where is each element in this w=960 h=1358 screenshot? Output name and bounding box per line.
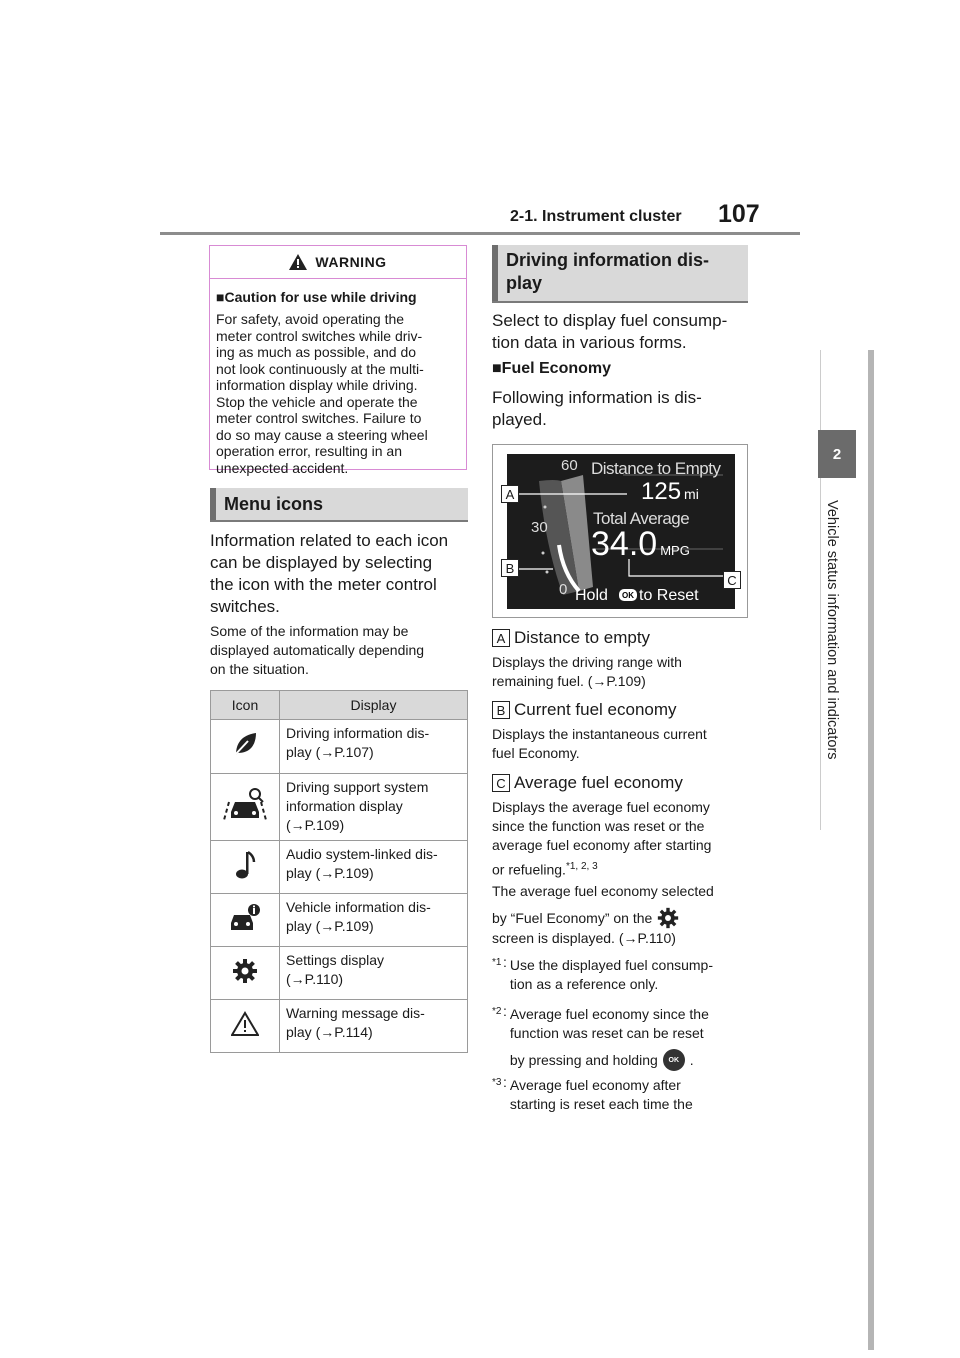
footnote-line: starting is reset each time the	[509, 1096, 693, 1112]
table-header-display: Display	[280, 691, 468, 720]
distance-label: Distance to Empty	[591, 459, 721, 478]
average-value	[591, 525, 690, 564]
table-cell-line: Audio system-linked dis-	[286, 846, 438, 862]
hold-text: Hold	[575, 587, 608, 604]
table-cell-line: Warning message dis-	[286, 1005, 425, 1021]
table-cell-line: Driving support system	[286, 779, 429, 795]
average-number: 34.0	[591, 525, 658, 563]
driving-info-intro	[492, 310, 752, 354]
warning-subtitle: ■Caution for use while driving	[216, 289, 417, 305]
footnote-text	[510, 1076, 693, 1114]
footnote-line: function was reset can be reset	[509, 1025, 704, 1041]
heading-line: play	[506, 273, 543, 293]
intro-line: tion data in various forms.	[492, 333, 687, 352]
gauge-label-bottom: 0	[559, 581, 568, 598]
intro-line: the icon with the meter control	[210, 575, 437, 594]
legend-c-title: Average fuel economy	[514, 773, 683, 792]
ok-badge: OK	[622, 591, 634, 600]
legend-b-key: B	[492, 701, 510, 719]
footnote-1: *1 : Use the displayed fuel consump- tion as a reference only.	[492, 954, 713, 992]
ok-button-icon: OK	[663, 1049, 685, 1071]
driving-support-icon	[223, 788, 267, 822]
warning-triangle-icon	[231, 1011, 259, 1037]
table-row	[211, 720, 468, 774]
distance-value	[641, 478, 699, 506]
table-cell-line: play (→P.109)	[286, 918, 374, 934]
distance-unit: mi	[684, 486, 699, 502]
footnote-2: *2 : Average fuel economy since the function was reset can be reset by pressing and holding OK .	[492, 1002, 754, 1071]
driving-info-heading	[492, 245, 748, 302]
punctuation: .	[689, 1051, 694, 1068]
warning-line: unexpected accident.	[216, 459, 349, 476]
warning-icon	[289, 254, 307, 270]
footnote-mark: *2	[492, 1006, 502, 1017]
table-cell-line: (→P.110)	[286, 971, 344, 987]
table-header-row	[211, 691, 468, 720]
footnote-text	[510, 956, 713, 994]
heading-rule	[492, 301, 748, 303]
selected-text	[492, 882, 754, 948]
heading-line: Driving information dis-	[506, 250, 710, 270]
legend-a-desc	[492, 653, 752, 691]
table-row	[211, 1000, 468, 1053]
chapter-tab: 2	[818, 430, 856, 478]
warning-line: information display while driving.	[216, 377, 418, 393]
chapter-title-vertical	[824, 500, 860, 820]
text-line: screen is displayed. (→P.110)	[492, 930, 676, 946]
warning-text	[216, 311, 460, 476]
footnote-3: *3 : Average fuel economy after starting is reset each time the	[492, 1074, 693, 1112]
side-line	[820, 350, 821, 830]
legend-a	[492, 628, 752, 691]
table-cell-line: play (→P.107)	[286, 744, 374, 760]
gear-icon	[657, 907, 679, 929]
text-line: The average fuel economy selected	[492, 883, 714, 899]
footnote-line: by pressing and holding	[509, 1051, 658, 1068]
heading-rule	[210, 520, 468, 522]
legend-c-desc	[492, 798, 754, 880]
desc-last-line	[492, 857, 754, 880]
gear-icon	[232, 958, 258, 984]
warning-line: meter control switches. Failure to	[216, 410, 422, 426]
note-line: Some of the information may be	[210, 623, 409, 639]
fuel-economy-text	[492, 387, 752, 431]
page-number: 107	[718, 200, 760, 228]
fuel-economy-screen-illustration	[492, 444, 748, 618]
fuel-economy-heading: ■Fuel Economy	[492, 360, 612, 377]
footnote-line: tion as a reference only.	[509, 976, 659, 992]
footnote-ref: *1, 2, 3	[565, 861, 598, 872]
table-cell-line: (→P.109)	[286, 817, 345, 833]
table-row	[211, 947, 468, 1000]
footnote-mark: *3	[492, 1077, 502, 1088]
desc-line: since the function was reset or the	[492, 818, 705, 834]
legend-a-title: Distance to empty	[514, 628, 651, 647]
callout-c: C	[723, 571, 741, 589]
warning-header	[210, 246, 466, 279]
desc-line: Displays the driving range with	[492, 654, 682, 670]
legend-b-desc	[492, 725, 752, 763]
menu-icons-heading: Menu icons	[210, 488, 468, 521]
eco-leaf-icon	[232, 731, 258, 757]
note-line: displayed automatically depending	[210, 642, 425, 658]
table-cell-line: Driving information dis-	[286, 725, 430, 741]
table-cell-line: play (→P.109)	[286, 865, 374, 881]
warning-title: WARNING	[315, 254, 387, 270]
footnote-line-with-icon	[510, 1049, 709, 1071]
menu-icons-table	[210, 690, 468, 1053]
desc-line: Displays the average fuel economy	[492, 799, 710, 815]
gauge-label-mid: 30	[531, 519, 548, 536]
warning-box	[209, 245, 467, 476]
header-rule	[160, 232, 800, 235]
average-label: Total Average	[593, 509, 690, 528]
desc-line: fuel Economy.	[492, 745, 580, 761]
desc-line: or refueling.	[492, 861, 566, 878]
text-line: Following information is dis-	[492, 388, 702, 407]
menu-icons-note	[210, 622, 470, 679]
callout-b: B	[501, 559, 519, 577]
table-cell-line: play (→P.114)	[286, 1024, 373, 1040]
footnote-line: Use the displayed fuel consump-	[509, 957, 713, 973]
warning-line: operation error, resulting in an	[216, 443, 402, 459]
average-unit: MPG	[660, 543, 690, 558]
warning-line: ing as much as possible, and do	[216, 344, 417, 360]
desc-line: remaining fuel. (→P.109)	[492, 673, 646, 689]
intro-line: Information related to each icon	[210, 531, 449, 550]
warning-line: For safety, avoid operating the	[216, 311, 405, 327]
legend-b-title: Current fuel economy	[514, 700, 677, 719]
intro-line: can be displayed by selecting	[210, 553, 433, 572]
side-bar	[868, 350, 874, 1350]
warning-line: meter control switches while driv-	[216, 327, 423, 344]
warning-line: Stop the vehicle and operate the	[216, 393, 418, 410]
section-title: 2-1. Instrument cluster	[510, 208, 682, 225]
table-header-icon: Icon	[211, 691, 280, 720]
table-row	[211, 841, 468, 894]
reset-text: to Reset	[639, 587, 699, 604]
footnote-mark: *1	[492, 957, 502, 968]
table-cell-line: information display	[286, 798, 403, 814]
table-cell-line: Settings display	[286, 952, 385, 968]
text-line: by “Fuel Economy” on the	[492, 909, 653, 926]
warning-line: not look continuously at the multi-	[216, 360, 424, 377]
note-line: on the situation.	[210, 661, 309, 677]
table-row	[211, 774, 468, 841]
menu-icons-intro	[210, 530, 470, 618]
callout-a: A	[501, 485, 519, 503]
music-note-icon	[234, 850, 256, 880]
legend-c-key: C	[492, 774, 510, 792]
legend-b	[492, 700, 752, 763]
intro-line: switches.	[210, 597, 280, 616]
text-line: played.	[492, 410, 547, 429]
text-line-with-icon	[492, 907, 754, 929]
footnote-text	[510, 1005, 709, 1071]
chapter-title: Vehicle status information and indicators	[824, 500, 840, 760]
desc-line: average fuel economy after starting	[492, 837, 712, 853]
footnote-line: Average fuel economy since the	[509, 1006, 709, 1022]
intro-line: Select to display fuel consump-	[492, 311, 728, 330]
legend-c	[492, 773, 754, 880]
table-row	[211, 894, 468, 947]
legend-a-key: A	[492, 629, 510, 647]
footnote-line: Average fuel economy after	[509, 1077, 681, 1093]
desc-line: Displays the instantaneous current	[492, 726, 707, 742]
distance-number: 125	[641, 478, 682, 505]
vehicle-info-icon	[227, 903, 263, 933]
table-cell-line: Vehicle information dis-	[286, 899, 431, 915]
warning-line: do so may cause a steering wheel	[216, 426, 428, 443]
gauge-label-top: 60	[561, 457, 578, 474]
